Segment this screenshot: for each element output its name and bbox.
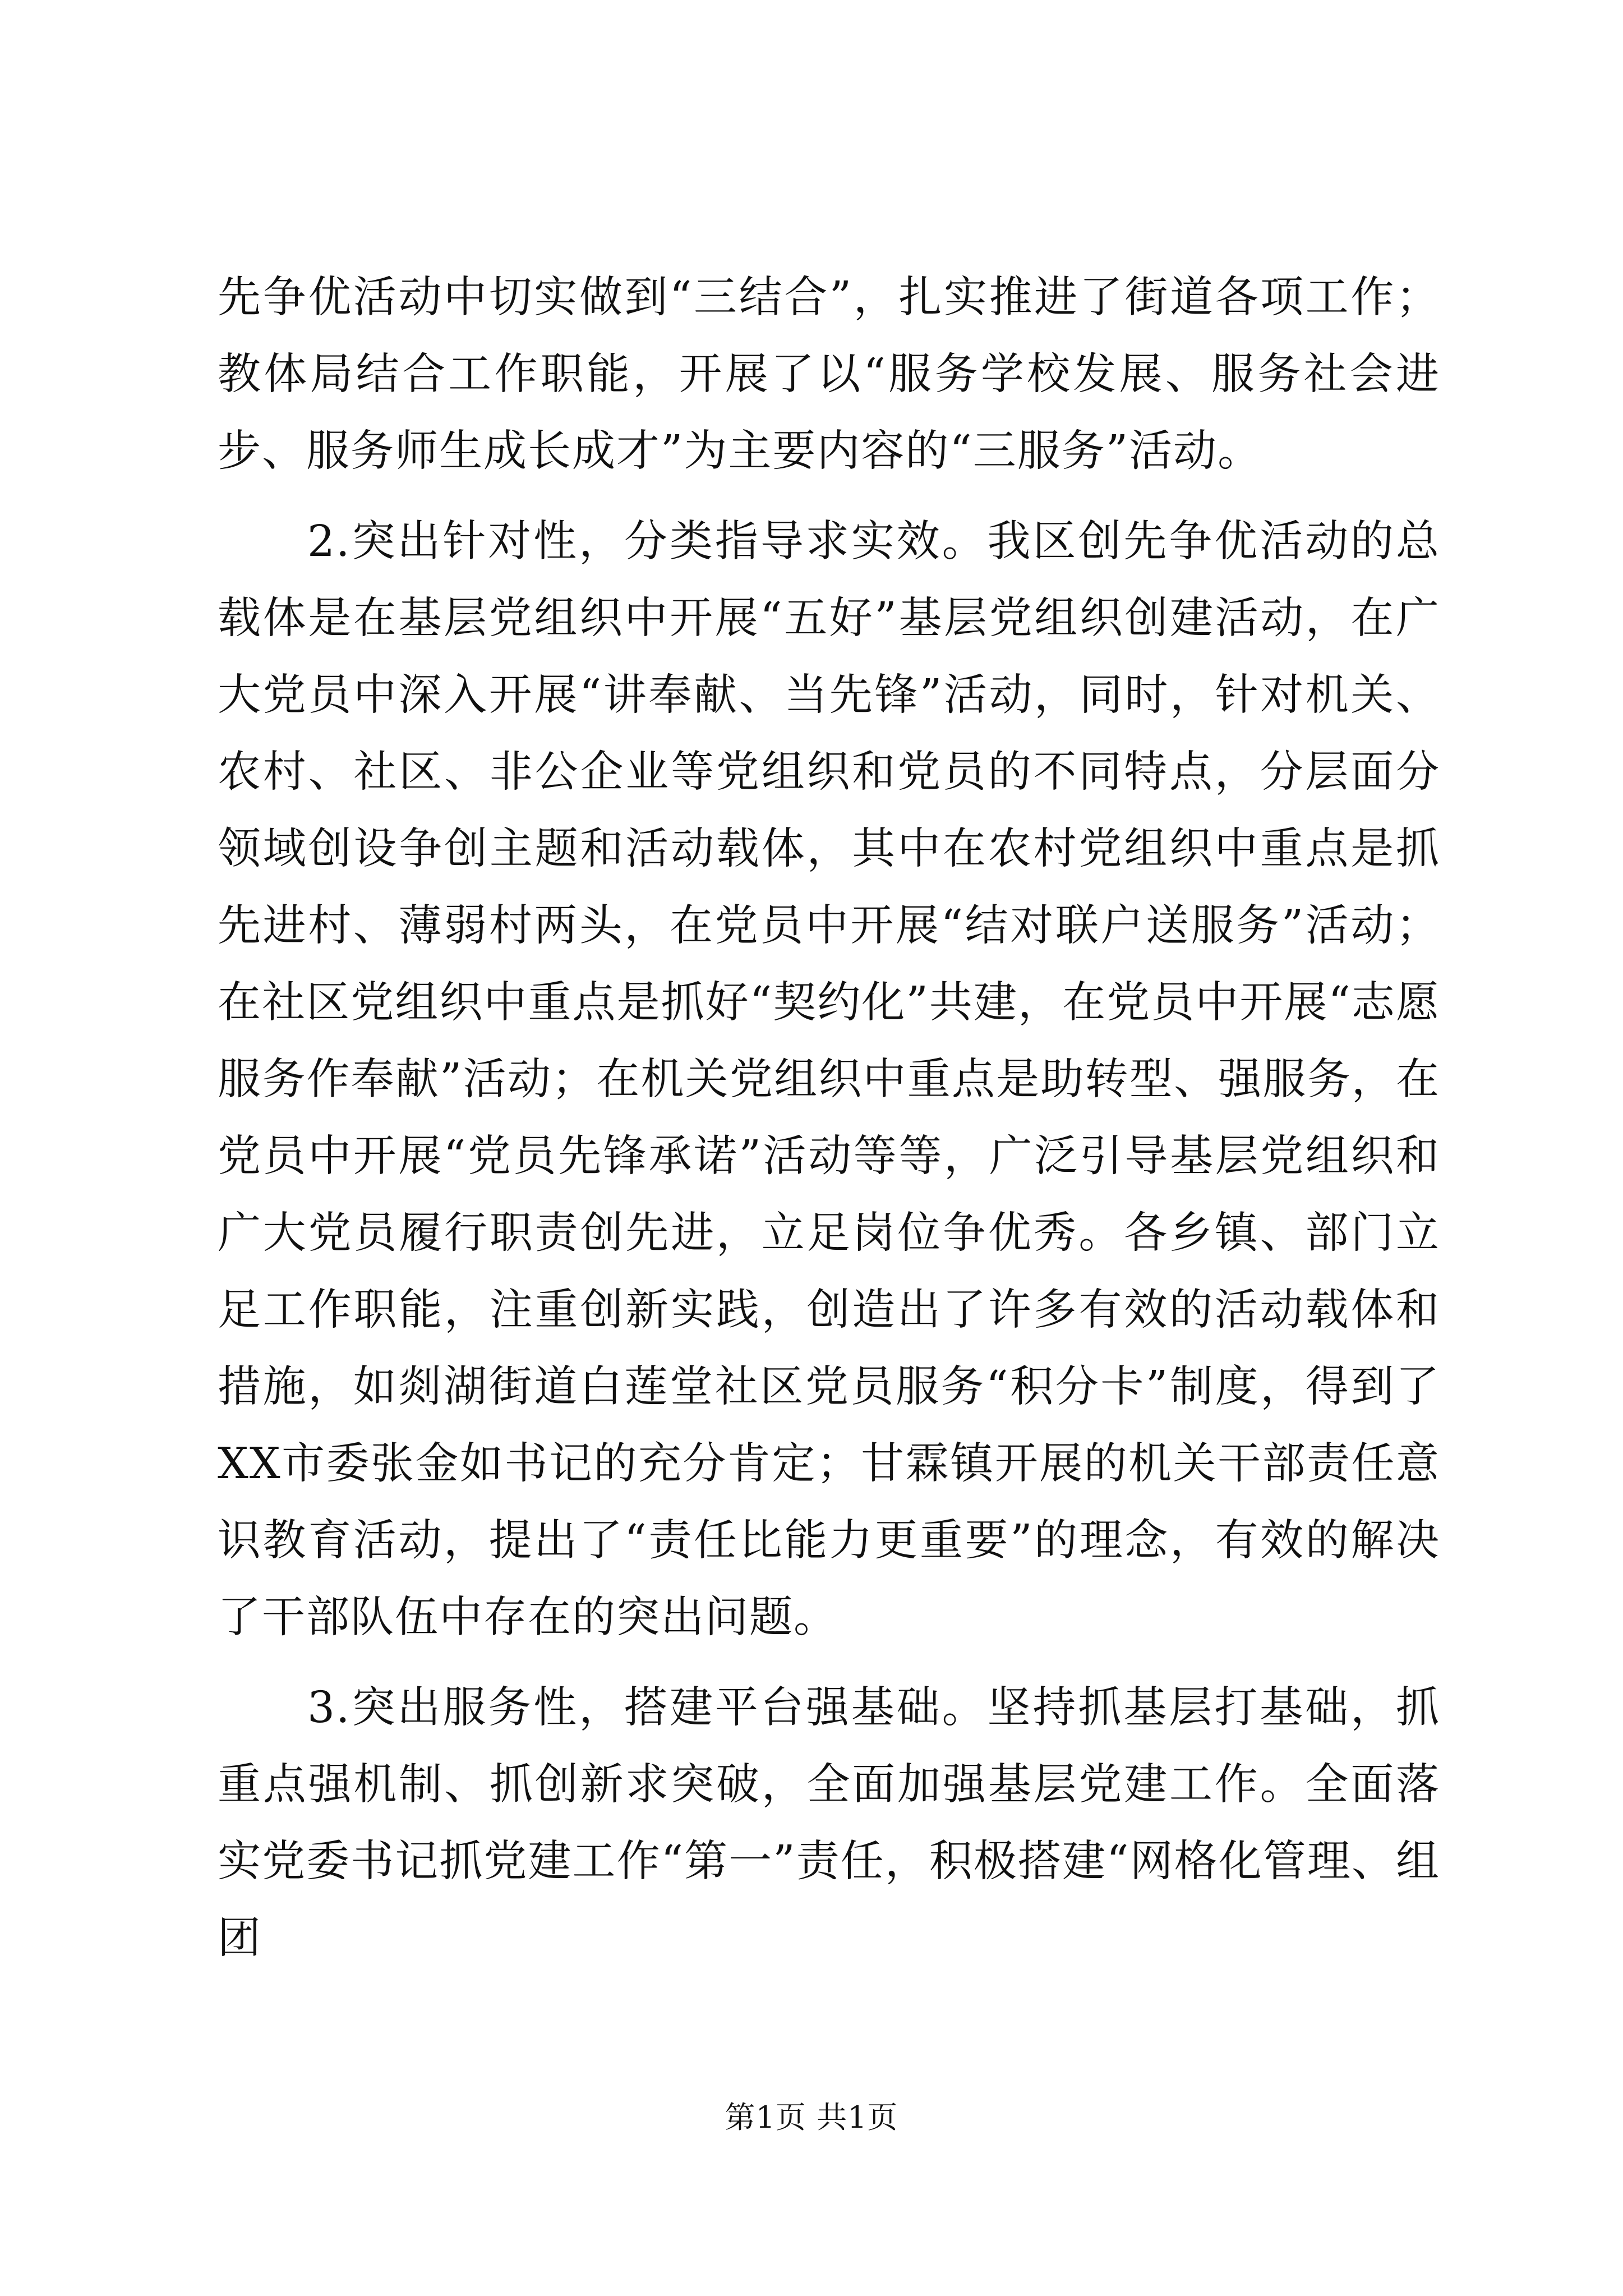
paragraph-continuation: 先争优活动中切实做到“三结合”，扎实推进了街道各项工作；教体局结合工作职能，开展了以“服务学校发展、服务社会进步、服务师生成长成才”为主要内容的“三服务”活动。 <box>218 273 1440 476</box>
paragraph-item-2: 2.突出针对性，分类指导求实效。我区创先争优活动的总载体是在基层党组织中开展“五好”基层党组织创建活动，在广大党员中深入开展“讲奉献、当先锋”活动，同时，针对机关、农村、社区、非公企业等党组织和党员的不同特点，分层面分领域创设争创主题和活动载体，其中在农村党组织中重点是抓先进村、薄弱村两头，在党员中开展“结对联户送服务”活动；在社区党组织中重点是抓好“契约化”共建，在党员中开展“志愿服务作奉献”活动；在机关党组织中重点是助转型、强服务，在党员中开展“党员先锋承诺”活动等等，广泛引导基层党组织和广大党员履行职责创先进，立足岗位争优秀。各乡镇、部门立足工作职能，注重创新实践，创造出了许多有效的活动载体和措施，如剡湖街道白莲堂社区党员服务“积分卡”制度，得到了XX市委张金如书记的充分肯定；甘霖镇开展的机关干部责任意识教育活动，提出了“责任比能力更重要”的理念，有效的解决了干部队伍中存在的突出问题。 <box>218 517 1440 1642</box>
page-number-footer: 第1页 共1页 <box>725 2100 898 2135</box>
paragraph-item-3: 3.突出服务性，搭建平台强基础。坚持抓基层打基础，抓重点强机制、抓创新求突破，全面加强基层党建工作。全面落实党委书记抓党建工作“第一”责任，积极搭建“网格化管理、组团 <box>218 1683 1440 1963</box>
document-body <box>218 259 1440 1977</box>
